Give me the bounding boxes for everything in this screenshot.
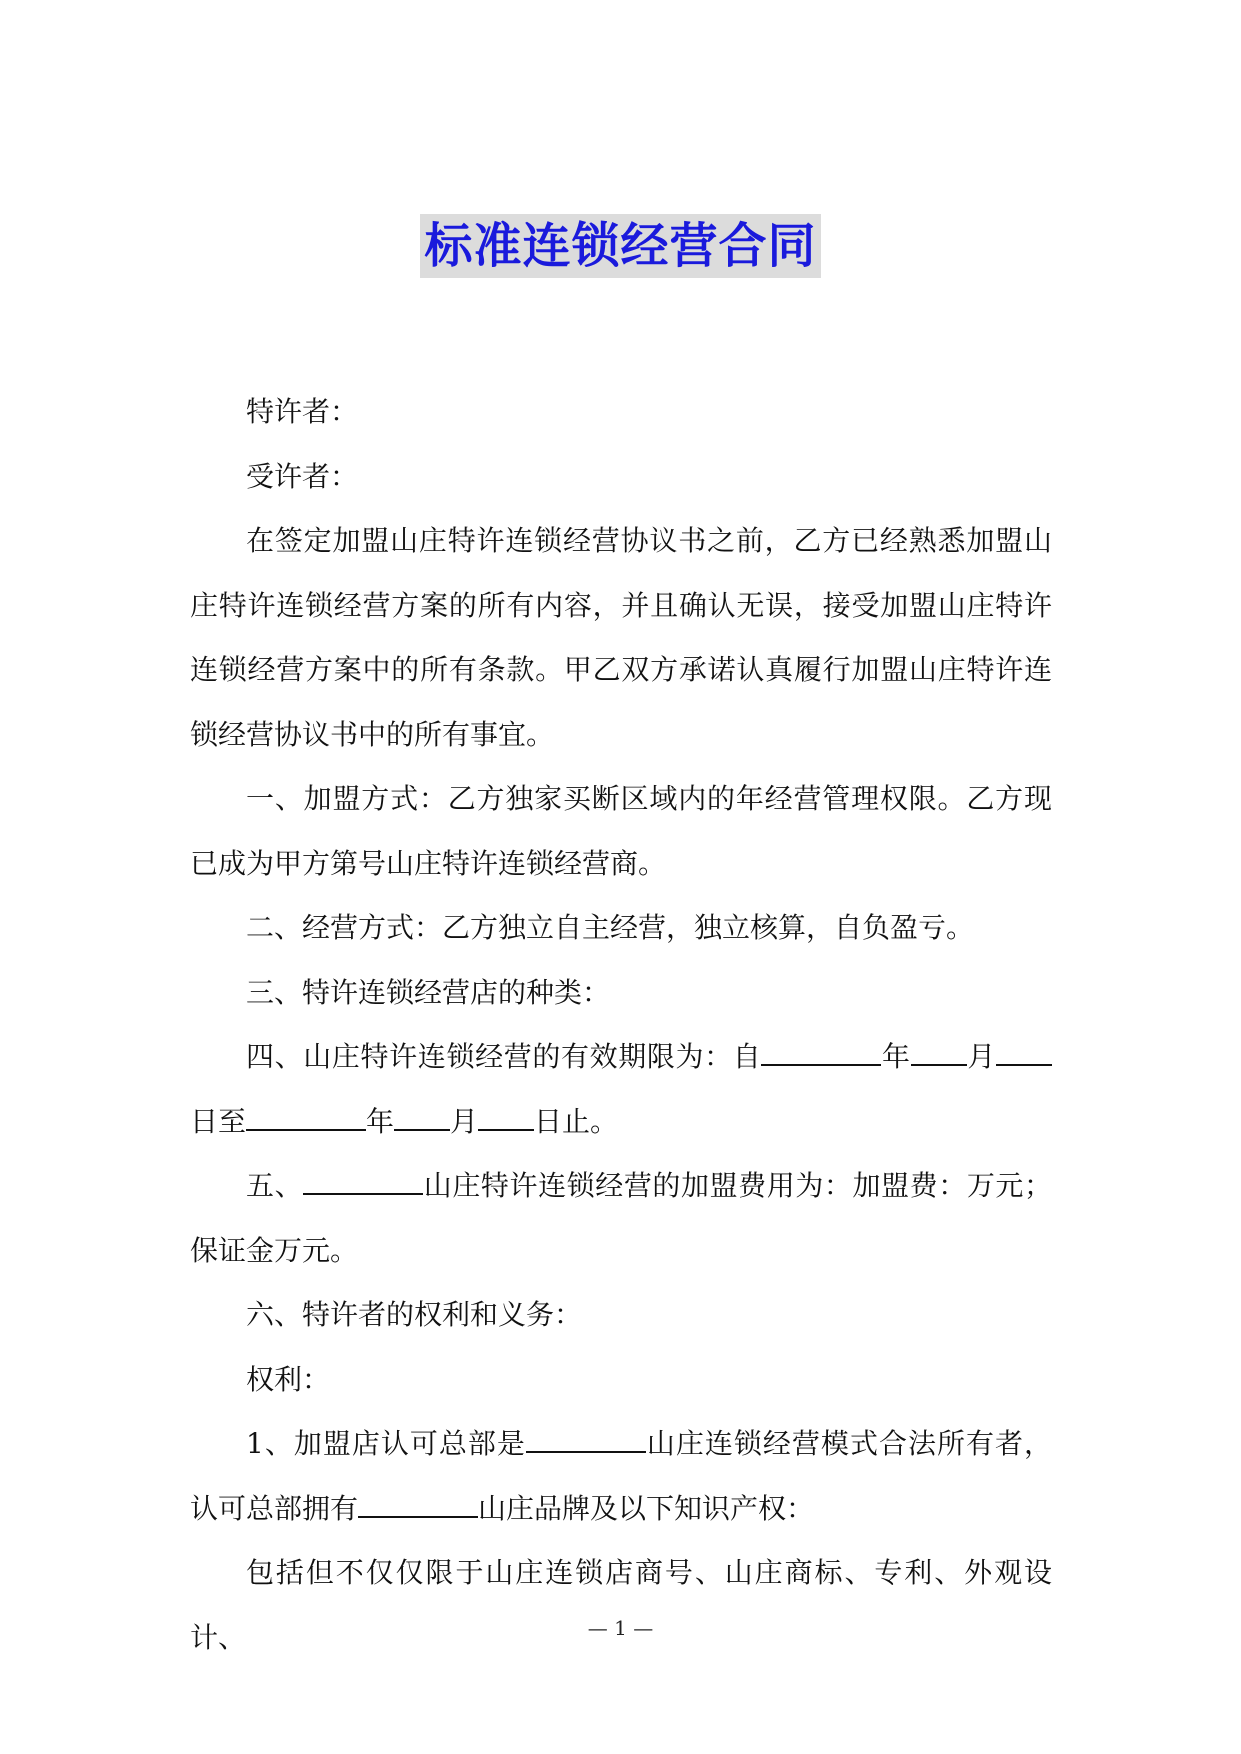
clause-5-prefix: 五、 [246,1169,304,1202]
blank-field[interactable] [246,1103,366,1131]
clause-1: 一、加盟方式：乙方独家买断区域内的年经营管理权限。乙方现已成为甲方第号山庄特许连锁经营商。 [190,782,1052,880]
clause-4-month: 月 [966,1040,996,1073]
clause-4-prefix: 四、山庄特许连锁经营的有效期限为：自 [246,1040,762,1073]
document-title: 标准连锁经营合同 [420,214,820,278]
franchisor-line: 特许者： [246,395,359,428]
item-1-middle: 山庄连锁经营模式合法所有者，认可总部拥有 [190,1427,1052,1525]
item-1 [190,1412,1052,1541]
clause-4-year2: 年 [366,1104,395,1138]
item-1-continued: 包括但不仅仅限于山庄连锁店商号、山庄商标、专利、外观设计、 [190,1556,1052,1654]
document-body [190,380,1052,1670]
blank-field[interactable] [526,1425,646,1453]
item-1-prefix: 1、加盟店认可总部是 [246,1427,526,1460]
clause-4-month2: 月 [450,1104,479,1138]
clause-4-day-end: 日止。 [534,1104,619,1138]
franchisee-line: 受许者： [246,459,359,493]
title-container [0,214,1241,278]
rights-label: 权利： [246,1362,331,1396]
intro-paragraph: 在签定加盟山庄特许连锁经营协议书之前，乙方已经熟悉加盟山庄特许连锁经营方案的所有内容，并且确认无误，接受加盟山庄特许连锁经营方案中的所有条款。甲乙双方承诺认真履行加盟山庄特许连锁经营协议书中的所有事宜。 [190,524,1052,751]
clause-6: 六、特许者的权利和义务： [246,1298,583,1331]
clause-3: 三、特许连锁经营店的种类： [246,975,611,1009]
blank-field[interactable] [303,1167,423,1195]
page-number: — 1 — [587,1616,654,1640]
clause-4-day-to: 日至 [190,1104,247,1138]
clause-5-rest: 山庄特许连锁经营的加盟费用为：加盟费：万元；保证金万元。 [190,1169,1052,1267]
clause-2: 二、经营方式：乙方独立自主经营，独立核算，自负盈亏。 [246,911,975,944]
item-1-end: 山庄品牌及以下知识产权： [478,1491,815,1525]
blank-field[interactable] [478,1103,534,1131]
blank-field[interactable] [911,1038,967,1066]
blank-field[interactable] [761,1038,881,1066]
blank-field[interactable] [358,1490,478,1518]
clause-4-year: 年 [881,1040,911,1073]
clause-4 [190,1025,1052,1154]
blank-field[interactable] [996,1038,1052,1066]
clause-5 [190,1154,1052,1283]
blank-field[interactable] [394,1103,450,1131]
